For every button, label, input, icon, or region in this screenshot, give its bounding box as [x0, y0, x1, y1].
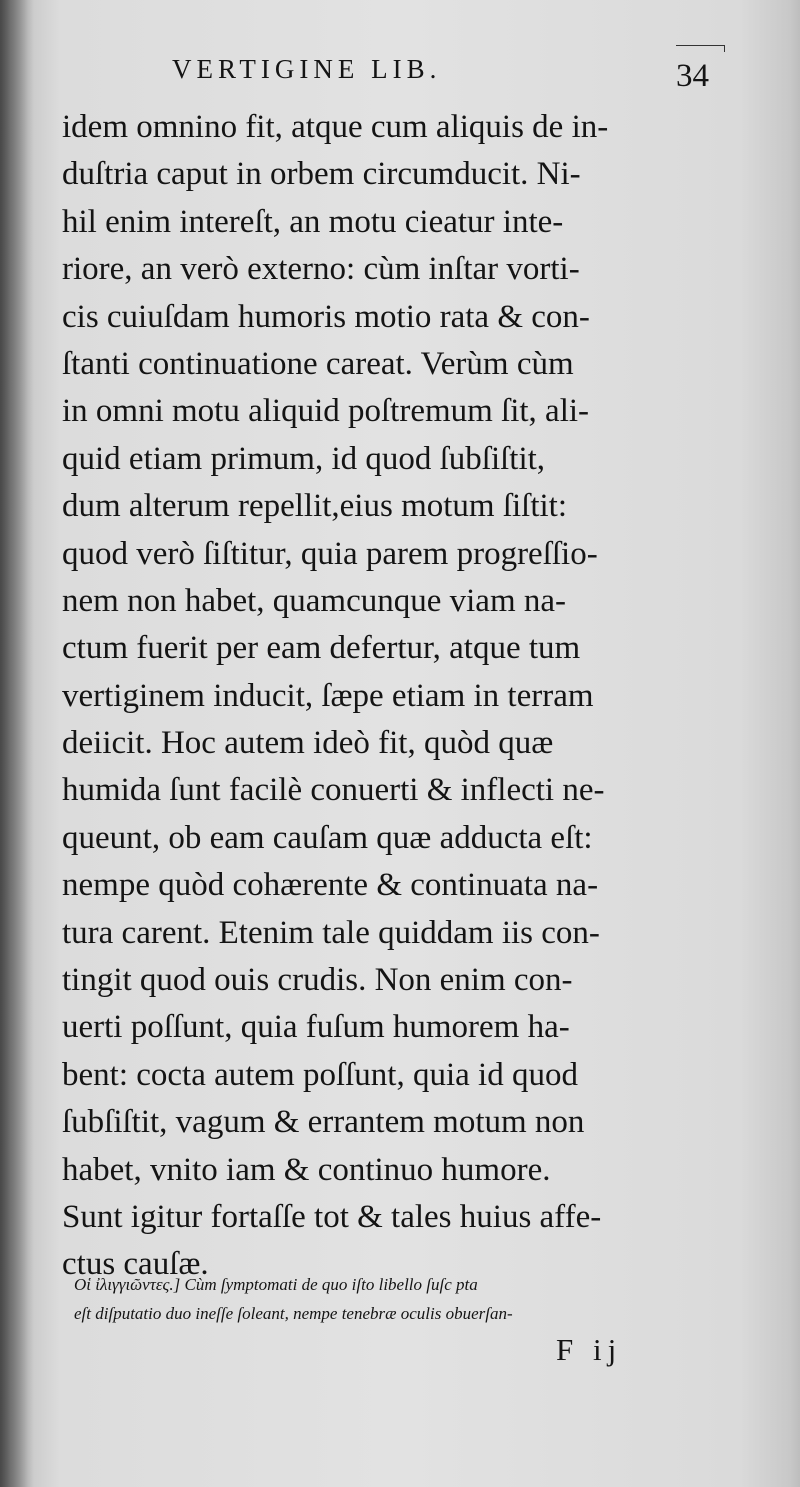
- text-line: nempe quòd cohærente & continuata na-: [62, 867, 599, 904]
- text-line: nem non habet, quamcunque viam na-: [62, 582, 567, 619]
- page-number: 34: [676, 58, 709, 94]
- text-line: vertiginem inducit, ſæpe etiam in terram: [62, 677, 594, 714]
- text-line: riore, an verò externo: cùm inſtar vorti-: [62, 251, 580, 288]
- text-line: deiicit. Hoc autem ideò fit, quòd quæ: [62, 725, 554, 762]
- text-line: tingit quod ouis crudis. Non enim con-: [62, 962, 573, 999]
- text-line: ſubſiſtit, vagum & errantem motum non: [62, 1104, 585, 1141]
- text-line: ſtanti continuatione careat. Verùm cùm: [62, 345, 574, 382]
- text-line: Sunt igitur fortaſſe tot & tales huius affe-: [62, 1198, 602, 1235]
- text-line: tura carent. Etenim tale quiddam iis con-: [62, 914, 600, 951]
- text-line: in omni motu aliquid poſtremum ſit, ali-: [62, 393, 590, 430]
- signature-mark: F ij: [556, 1332, 623, 1367]
- text-line: humida ſunt facilè conuerti & inflecti ne-: [62, 772, 605, 809]
- footnote-line: Oἱ ἰλιγγιῶντες.] Cùm ſymptomati de quo iſto libello ſuſc pta: [74, 1275, 478, 1294]
- text-line: uerti poſſunt, quia fuſum humorem ha-: [62, 1009, 570, 1046]
- text-line: quid etiam primum, id quod ſubſiſtit,: [62, 440, 546, 477]
- text-line: dum alterum repellit,eius motum ſiſtit:: [62, 488, 568, 525]
- footnote-line: eſt diſputatio duo ineſſe ſoleant, nempe tenebræ oculis obuerſan-: [74, 1304, 513, 1323]
- body-text: [62, 104, 742, 1289]
- folio-mark: [676, 45, 725, 52]
- gutter-shadow: [0, 0, 34, 1487]
- text-line: bent: cocta autem poſſunt, quia id quod: [62, 1056, 578, 1093]
- text-line: ctum fuerit per eam defertur, atque tum: [62, 630, 581, 667]
- text-line: ctus cauſæ.: [62, 1246, 209, 1283]
- text-line: cis cuiuſdam humoris motio rata & con-: [62, 298, 590, 335]
- text-line: duſtria caput in orbem circumducit. Ni-: [62, 156, 581, 193]
- text-line: queunt, ob eam cauſam quæ adducta eſt:: [62, 819, 593, 856]
- text-line: hil enim intereſt, an motu cieatur inte-: [62, 203, 564, 240]
- running-head: VERTIGINE LIB.: [172, 54, 442, 84]
- text-line: quod verò ſiſtitur, quia parem progreſſio-: [62, 535, 598, 572]
- text-line: idem omnino fit, atque cum aliquis de in-: [62, 109, 609, 145]
- text-line: habet, vnito iam & continuo humore.: [62, 1151, 551, 1188]
- footnote: [74, 1270, 744, 1328]
